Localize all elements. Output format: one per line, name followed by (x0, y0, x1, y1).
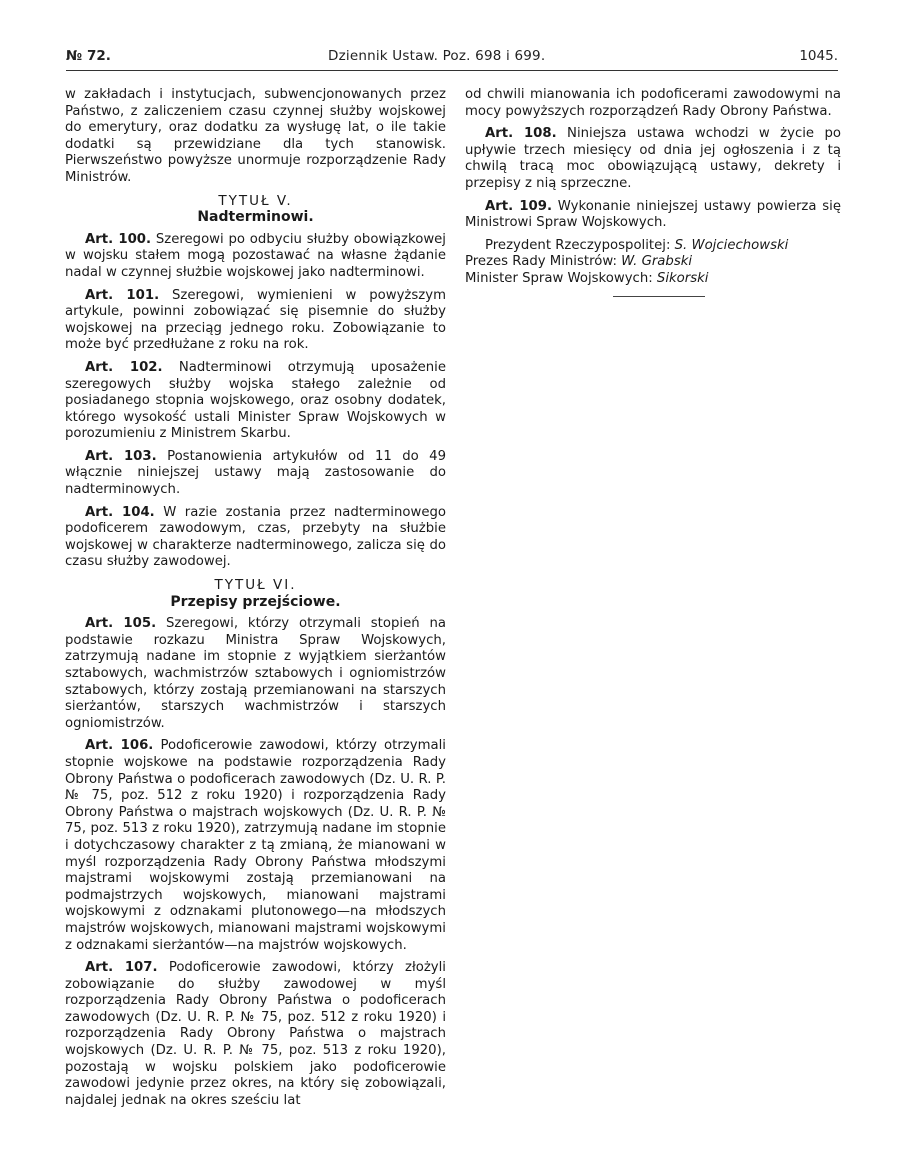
title-5: TYTUŁ V. (218, 192, 293, 209)
article-text: Postanowienia artykułów od 11 do 49 włącznie niniejszej ustawy mają zastosowanie do nadterminowych. (65, 448, 446, 498)
signature-name: S. Wojciechowski (674, 237, 789, 253)
article-label: Art. 101. (85, 287, 160, 303)
signature-name: W. Grabski (621, 254, 693, 270)
page-header (66, 48, 838, 68)
article-label: Art. 108. (485, 126, 557, 142)
article-107 (65, 960, 446, 1109)
article-103 (65, 449, 446, 499)
signature-name: Sikorski (656, 270, 709, 286)
issue-number: № 72. (66, 48, 111, 64)
continuation-text: w zakładach i instytucjach, subwencjonowanych przez Państwo, z zaliczeniem czasu czynnej służby wojskowej do emerytury, oraz dodatku za wysługę lat, o ile takie dodatki są przewidziane dla tych stanowisk. Pierwszeństwo powyższe unormuje rozporządzenie Rady Ministrów. (65, 87, 446, 185)
article-text: Szeregowi, którzy otrzymali stopień na podstawie rozkazu Ministra Spraw Wojskowych, zatrzymują nadane im stopnie z wyjątkiem sierżantów sztabowych, wachmistrzów sztabowych i ogniomistrzów sztabowych, którzy zostają przemianowani na starszych sierżantów, starszych wachmistrzów i starszych ogniomistrzów. (65, 616, 446, 731)
signature-role: Prezydent Rzeczypospolitej: (485, 237, 671, 253)
continuation-text: od chwili mianowania ich podoficerami zawodowymi na mocy powyższych rozporządzeń Rady Obrony Państwa. (465, 87, 841, 119)
article-label: Art. 103. (85, 448, 157, 464)
article-108 (465, 126, 841, 192)
article-101 (65, 288, 446, 354)
page-number: 1045. (799, 48, 838, 64)
article-text: Nadterminowi otrzymują uposażenie szeregowych służby wojska stałego zależnie od posiadanego stopnia wojskowego, oraz osobny dodatek, którego wysokość ustali Minister Spraw Wojskowych w porozumieniu z Ministrem Skarbu. (65, 359, 446, 442)
article-label: Art. 100. (85, 231, 152, 247)
signature-role: Minister Spraw Wojskowych: (465, 270, 653, 286)
article-text: Podoficerowie zawodowi, którzy złożyli zobowiązanie do służby zawodowej w myśl rozporządzenia Rady Obrony Państwa o podoficerach zawodowych (Dz. U. R. P. № 75, poz. 512 z roku 1920) i rozporządzenia Rady Obrony Państwa o majstrach wojskowych (Dz. U. R. P. № 75, poz. 513 z roku 1920), pozostają w wojsku polskiem jako podoficerowie zawodowi jedynie przez okres, na który się zobowiązali, najdalej jednak na okres sześciu lat (65, 960, 446, 1108)
article-104 (65, 505, 446, 571)
end-rule (613, 296, 705, 297)
article-100 (65, 232, 446, 282)
article-text: W razie zostania przez nadterminowego podoficerem zawodowym, czas, przebyty na służbie wojskowej w charakterze nadterminowego, zalicza się do czasu służby zawodowej. (65, 504, 446, 570)
signature-president (465, 238, 841, 255)
article-text: Niniejsza ustawa wchodzi w życie po upływie trzech miesięcy od dnia jej ogłoszenia i z tą chwilą tracą moc obowiązującą ustawy, dekrety i przepisy z nią sprzeczne. (465, 126, 841, 191)
article-text: Szeregowi, wymienieni w powyższym artykule, powinni zobowiązać się pisemnie do służby wojskowej na przeciąg jednego roku. Zobowiązanie to może być przedłużane z roku na rok. (65, 287, 446, 353)
left-column (65, 87, 446, 1115)
article-text: Podoficerowie zawodowi, którzy otrzymali stopnie wojskowe na podstawie rozporządzenia Rady Obrony Państwa o podoficerach zawodowych (Dz. U. R. P. № 75, poz. 512 z roku 1920) i rozporządzenia Rady Obrony Państwa o majstrach wojskowych (Dz. U. R. P. № 75, poz. 513 z roku 1920), zatrzymują nadane im stopnie i dotychczasowy charakter z tą zmianą, że mianowani w myśl rozporządzenia Rady Obrony Państwa młodszymi majstrami wojskowymi zostają przemianowani na podmajstrzych wojskowych, mianowani majstrami wojskowymi z odznakami plutonowego—na młodszych majstrów wojskowych, mianowani majstrami wojskowymi z odznakami sierżantów—na majstrów wojskowych. (65, 738, 446, 953)
signature-role: Prezes Rady Ministrów: (465, 254, 617, 270)
title-6: TYTUŁ VI. (214, 577, 297, 594)
heading-6: Przepisy przejściowe. (170, 593, 341, 610)
article-label: Art. 102. (85, 359, 163, 375)
heading-5: Nadterminowi. (197, 209, 314, 226)
article-label: Art. 106. (85, 738, 154, 754)
article-109 (465, 199, 841, 232)
article-105 (65, 616, 446, 732)
journal-title: Dziennik Ustaw. Poz. 698 i 699. (328, 48, 546, 64)
header-rule (66, 70, 838, 71)
article-106 (65, 738, 446, 954)
right-column (465, 87, 841, 297)
signature-prime-minister (465, 254, 841, 271)
article-label: Art. 109. (485, 198, 553, 214)
article-102 (65, 360, 446, 443)
signature-minister (465, 271, 841, 288)
article-label: Art. 104. (85, 504, 155, 520)
article-text: Szeregowi po odbyciu służby obowiązkowej w wojsku stałem mogą pozostawać na własne żądanie nadal w czynnej służbie wojskowej jako nadterminowi. (65, 231, 446, 280)
article-text: Wykonanie niniejszej ustawy powierza się Ministrowi Spraw Wojskowych. (465, 198, 841, 231)
article-label: Art. 105. (85, 616, 157, 632)
article-label: Art. 107. (85, 960, 158, 976)
